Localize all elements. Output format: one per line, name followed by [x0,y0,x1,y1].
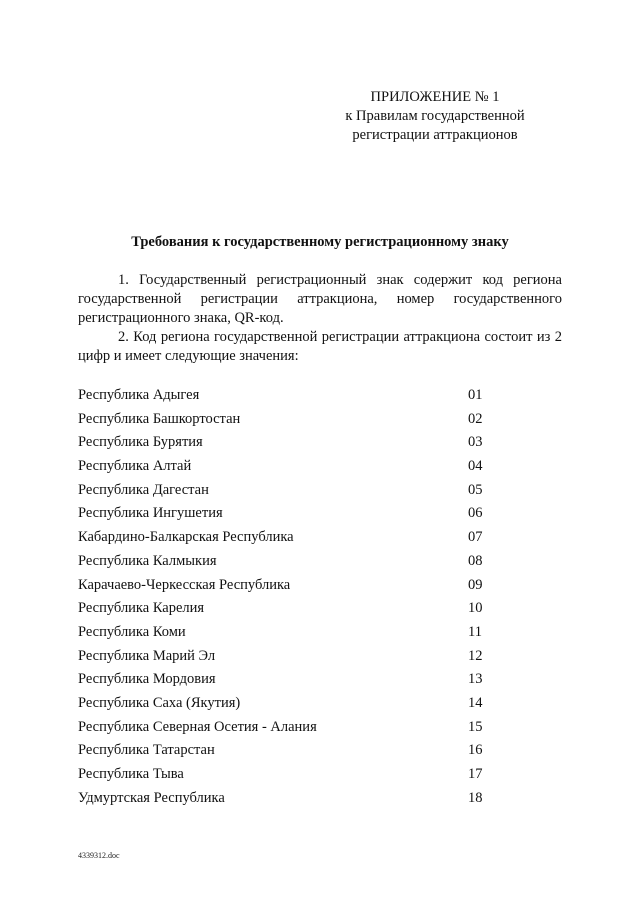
region-name: Республика Калмыкия [78,552,217,569]
region-name: Республика Северная Осетия - Алания [78,718,317,735]
region-name: Республика Ингушетия [78,505,223,522]
list-item [78,528,498,552]
region-name: Республика Алтай [78,458,192,475]
list-item [78,647,498,671]
paragraph-2: 2. Код региона государственной регистрации аттракциона состоит из 2 цифр и имеет следующие значения: [78,329,562,364]
region-name: Республика Саха (Якутия) [78,694,241,711]
list-item [78,457,498,481]
region-code: 13 [468,671,483,688]
list-item [78,552,498,576]
region-code: 12 [468,647,483,664]
section-heading: Требования к государственному регистрационному знаку [131,234,509,250]
region-code: 15 [468,718,483,735]
appendix-subtitle-line-1: к Правилам государственной [345,108,525,124]
region-code: 06 [468,505,483,522]
region-name: Республика Мордовия [78,671,216,688]
region-name: Республика Коми [78,623,186,640]
region-code: 10 [468,600,483,617]
list-item [78,623,498,647]
body-text [78,271,562,366]
appendix-subtitle-line-2: регистрации аттракционов [352,127,518,143]
region-code: 05 [468,481,483,498]
region-code: 08 [468,552,483,569]
list-item [78,504,498,528]
region-code: 17 [468,766,483,782]
region-name: Республика Тыва [78,766,184,782]
region-name: Республика Карелия [78,600,205,617]
paragraph-1: 1. Государственный регистрационный знак содержит код региона государственной регистрации аттракциона, номер государственного регистрационного знака, QR-код. [78,272,562,326]
region-name: Республика Татарстан [78,742,215,759]
list-item [78,433,498,457]
region-code: 04 [468,458,483,475]
region-name: Республика Марий Эл [78,647,216,664]
region-code: 18 [468,789,483,806]
region-name: Карачаево-Черкесская Республика [78,576,291,593]
region-name: Республика Адыгея [78,387,200,403]
region-code: 02 [468,410,483,427]
region-code: 16 [468,742,483,759]
list-item [78,765,498,789]
region-name: Республика Башкортостан [78,410,241,427]
list-item [78,789,498,813]
region-code: 03 [468,434,483,451]
list-item [78,599,498,623]
region-code: 14 [468,694,483,711]
document-file-id: 4339312.doc [78,851,120,860]
region-code: 11 [468,623,482,640]
region-name: Республика Дагестан [78,481,209,498]
list-item [78,386,498,410]
region-name: Кабардино-Балкарская Республика [78,529,294,546]
list-item [78,741,498,765]
list-item [78,410,498,434]
appendix-title: ПРИЛОЖЕНИЕ № 1 [370,89,500,105]
list-item [78,481,498,505]
region-code-list [78,386,498,812]
list-item [78,576,498,600]
appendix-header [320,88,550,145]
region-name: Удмуртская Республика [78,789,225,806]
region-code: 07 [468,529,483,546]
list-item [78,718,498,742]
region-code: 09 [468,576,483,593]
list-item [78,694,498,718]
region-name: Республика Бурятия [78,434,203,451]
list-item [78,670,498,694]
region-code: 01 [468,387,483,403]
